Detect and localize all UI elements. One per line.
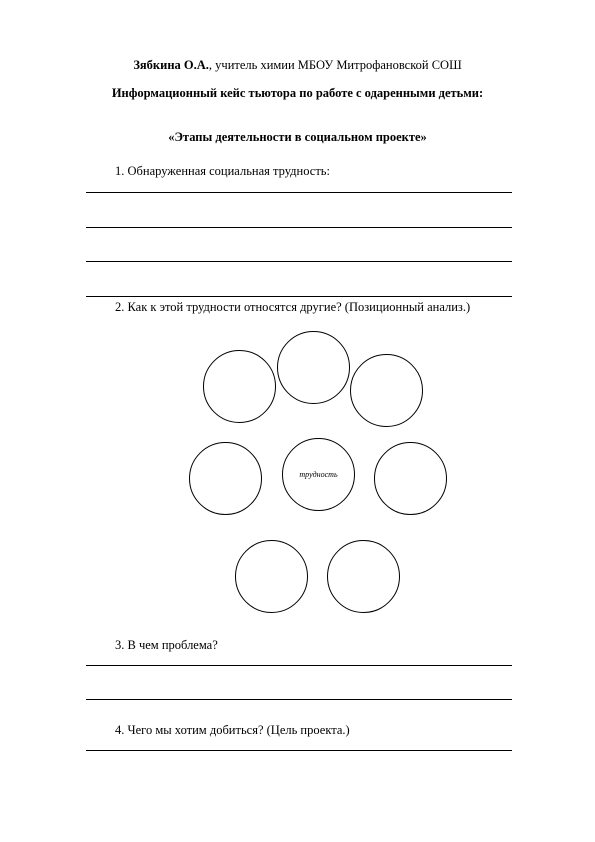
position-circle — [374, 442, 447, 515]
position-circle — [277, 331, 350, 404]
case-title: Информационный кейс тьютора по работе с одаренными детьми: — [111, 86, 484, 100]
question-1-label: 1. Обнаруженная социальная трудность: — [115, 164, 330, 178]
question-3-label: 3. В чем проблема? — [115, 638, 218, 652]
author-name: Зябкина О.А. — [133, 58, 209, 72]
answer-line — [86, 296, 512, 297]
position-circle — [189, 442, 262, 515]
answer-line — [86, 699, 512, 700]
answer-line — [86, 227, 512, 228]
position-circle — [350, 354, 423, 427]
position-circle — [203, 350, 276, 423]
center-circle-label: трудность — [299, 470, 338, 479]
question-2-label: 2. Как к этой трудности относятся другие? (Позиционный анализ.) — [115, 300, 471, 314]
answer-line — [86, 665, 512, 666]
answer-line — [86, 750, 512, 751]
position-circle — [327, 540, 400, 613]
answer-line — [86, 261, 512, 262]
answer-line — [86, 192, 512, 193]
question-4-label: 4. Чего мы хотим добиться? (Цель проекта.) — [115, 723, 350, 737]
author-line — [0, 58, 595, 73]
position-circle — [235, 540, 308, 613]
stages-title: «Этапы деятельности в социальном проекте» — [168, 130, 427, 144]
author-role: , учитель химии МБОУ Митрофановской СОШ — [208, 58, 462, 72]
center-circle — [282, 438, 355, 511]
